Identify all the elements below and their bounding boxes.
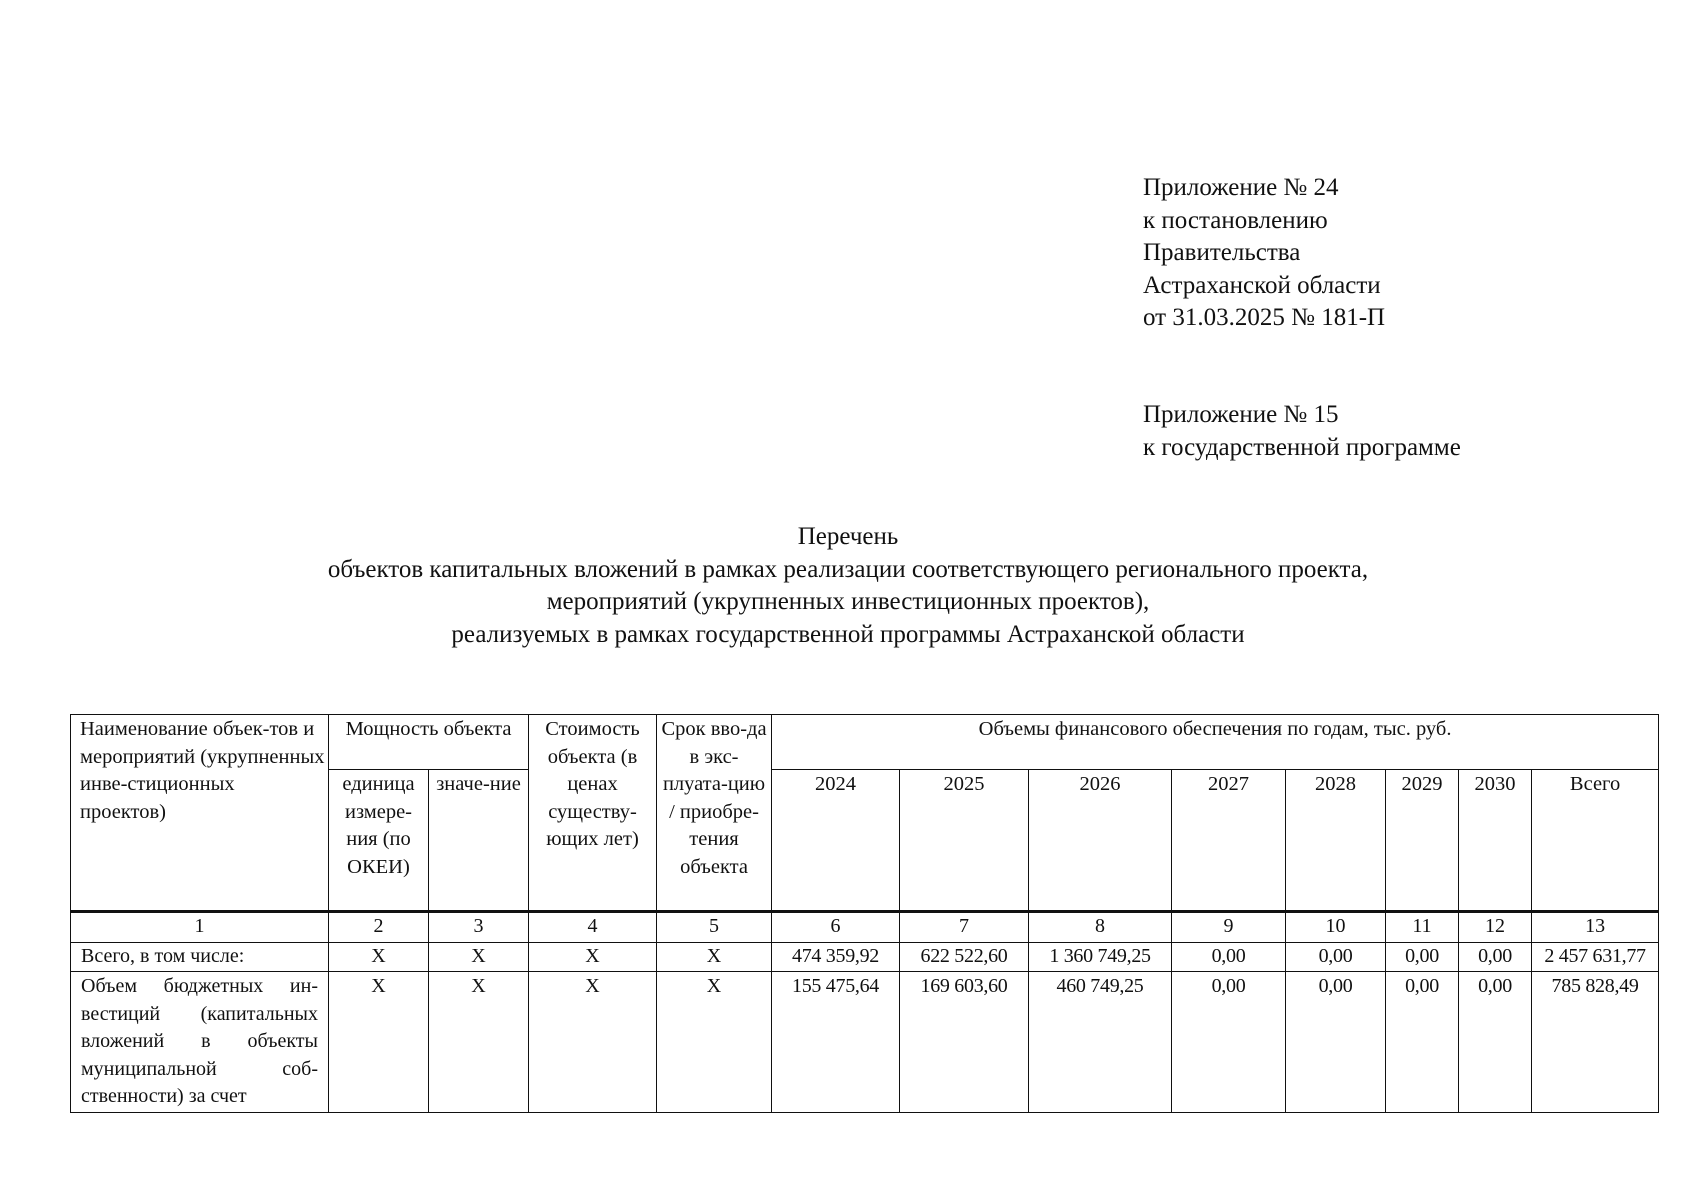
row-amount: 1 360 749,25	[1029, 943, 1172, 972]
row-amount: 0,00	[1459, 943, 1532, 972]
appendix-24-line: Приложение № 24	[1143, 174, 1339, 201]
column-number: 8	[1029, 912, 1172, 943]
row-amount: 0,00	[1459, 972, 1532, 1113]
header-year: 2026	[1029, 770, 1172, 912]
header-year: 2024	[772, 770, 900, 912]
capital-investment-table	[70, 714, 1659, 1113]
row-unit: Х	[329, 943, 429, 972]
column-number: 4	[529, 912, 657, 943]
appendix-15-line: Приложение № 15	[1143, 401, 1339, 428]
row-amount: 622 522,60	[900, 943, 1029, 972]
title-line: Перечень	[797, 523, 899, 550]
header-name: Наименование объек-тов и мероприятий (укрупненных инве-стиционных проектов)	[71, 715, 329, 912]
title-line: мероприятий (укрупненных инвестиционных проектов),	[546, 588, 1150, 615]
appendix-24-block	[1143, 172, 1385, 335]
column-number: 5	[657, 912, 772, 943]
row-term: Х	[657, 972, 772, 1113]
row-term: Х	[657, 943, 772, 972]
column-number: 12	[1459, 912, 1532, 943]
header-commissioning-term: Срок вво-да в экс-плуата-цию / приобре-тения объекта	[657, 715, 772, 912]
column-number: 11	[1386, 912, 1459, 943]
appendix-24-line: к постановлению	[1143, 206, 1328, 234]
row-amount: 474 359,92	[772, 943, 900, 972]
row-value: Х	[429, 943, 529, 972]
header-total: Всего	[1532, 770, 1659, 912]
title-line: реализуемых в рамках государственной программы Астраханской области	[451, 620, 1245, 648]
column-number: 10	[1286, 912, 1386, 943]
row-cost: Х	[529, 972, 657, 1113]
appendix-15-line: к государственной программе	[1143, 433, 1461, 461]
header-year: 2029	[1386, 770, 1459, 912]
column-number: 13	[1532, 912, 1659, 943]
column-number-row	[71, 912, 1659, 943]
column-number: 7	[900, 912, 1029, 943]
row-total: 2 457 631,77	[1532, 943, 1659, 972]
title-line: объектов капитальных вложений в рамках реализации соответствующего регионального проекта,	[327, 555, 1369, 583]
row-total: 785 828,49	[1532, 972, 1659, 1113]
header-row	[71, 715, 1659, 770]
row-value: Х	[429, 972, 529, 1113]
column-number: 2	[329, 912, 429, 943]
row-cost: Х	[529, 943, 657, 972]
appendix-24-line: Астраханской области	[1143, 271, 1381, 299]
table-row	[71, 943, 1659, 972]
row-name: Всего, в том числе:	[71, 943, 329, 972]
table-row	[71, 972, 1659, 1113]
header-year: 2028	[1286, 770, 1386, 912]
document-title	[0, 521, 1696, 651]
header-year: 2030	[1459, 770, 1532, 912]
row-amount: 155 475,64	[772, 972, 900, 1113]
appendix-24-line: от 31.03.2025 № 181-П	[1143, 304, 1386, 331]
row-amount: 0,00	[1286, 943, 1386, 972]
header-year: 2025	[900, 770, 1029, 912]
header-year: 2027	[1172, 770, 1286, 912]
row-amount: 0,00	[1172, 943, 1286, 972]
header-capacity: Мощность объекта	[329, 715, 529, 770]
row-amount: 460 749,25	[1029, 972, 1172, 1113]
row-amount: 0,00	[1386, 943, 1459, 972]
column-number: 3	[429, 912, 529, 943]
column-number: 1	[71, 912, 329, 943]
column-number: 9	[1172, 912, 1286, 943]
row-amount: 0,00	[1386, 972, 1459, 1113]
row-amount: 0,00	[1286, 972, 1386, 1113]
row-amount: 0,00	[1172, 972, 1286, 1113]
header-unit: единица измере-ния (по ОКЕИ)	[329, 770, 429, 912]
appendix-24-line: Правительства	[1143, 239, 1301, 266]
column-number: 6	[772, 912, 900, 943]
row-name: Объем бюджетных ин-вестиций (капитальных вложений в объекты муниципальной соб-ственности) за счет	[71, 972, 329, 1113]
header-cost: Стоимость объекта (в ценах существу-ющих лет)	[529, 715, 657, 912]
row-amount: 169 603,60	[900, 972, 1029, 1113]
header-value: значе-ние	[429, 770, 529, 912]
appendix-15-block	[1143, 399, 1461, 464]
row-unit: Х	[329, 972, 429, 1113]
header-funding: Объемы финансового обеспечения по годам, тыс. руб.	[772, 715, 1659, 770]
